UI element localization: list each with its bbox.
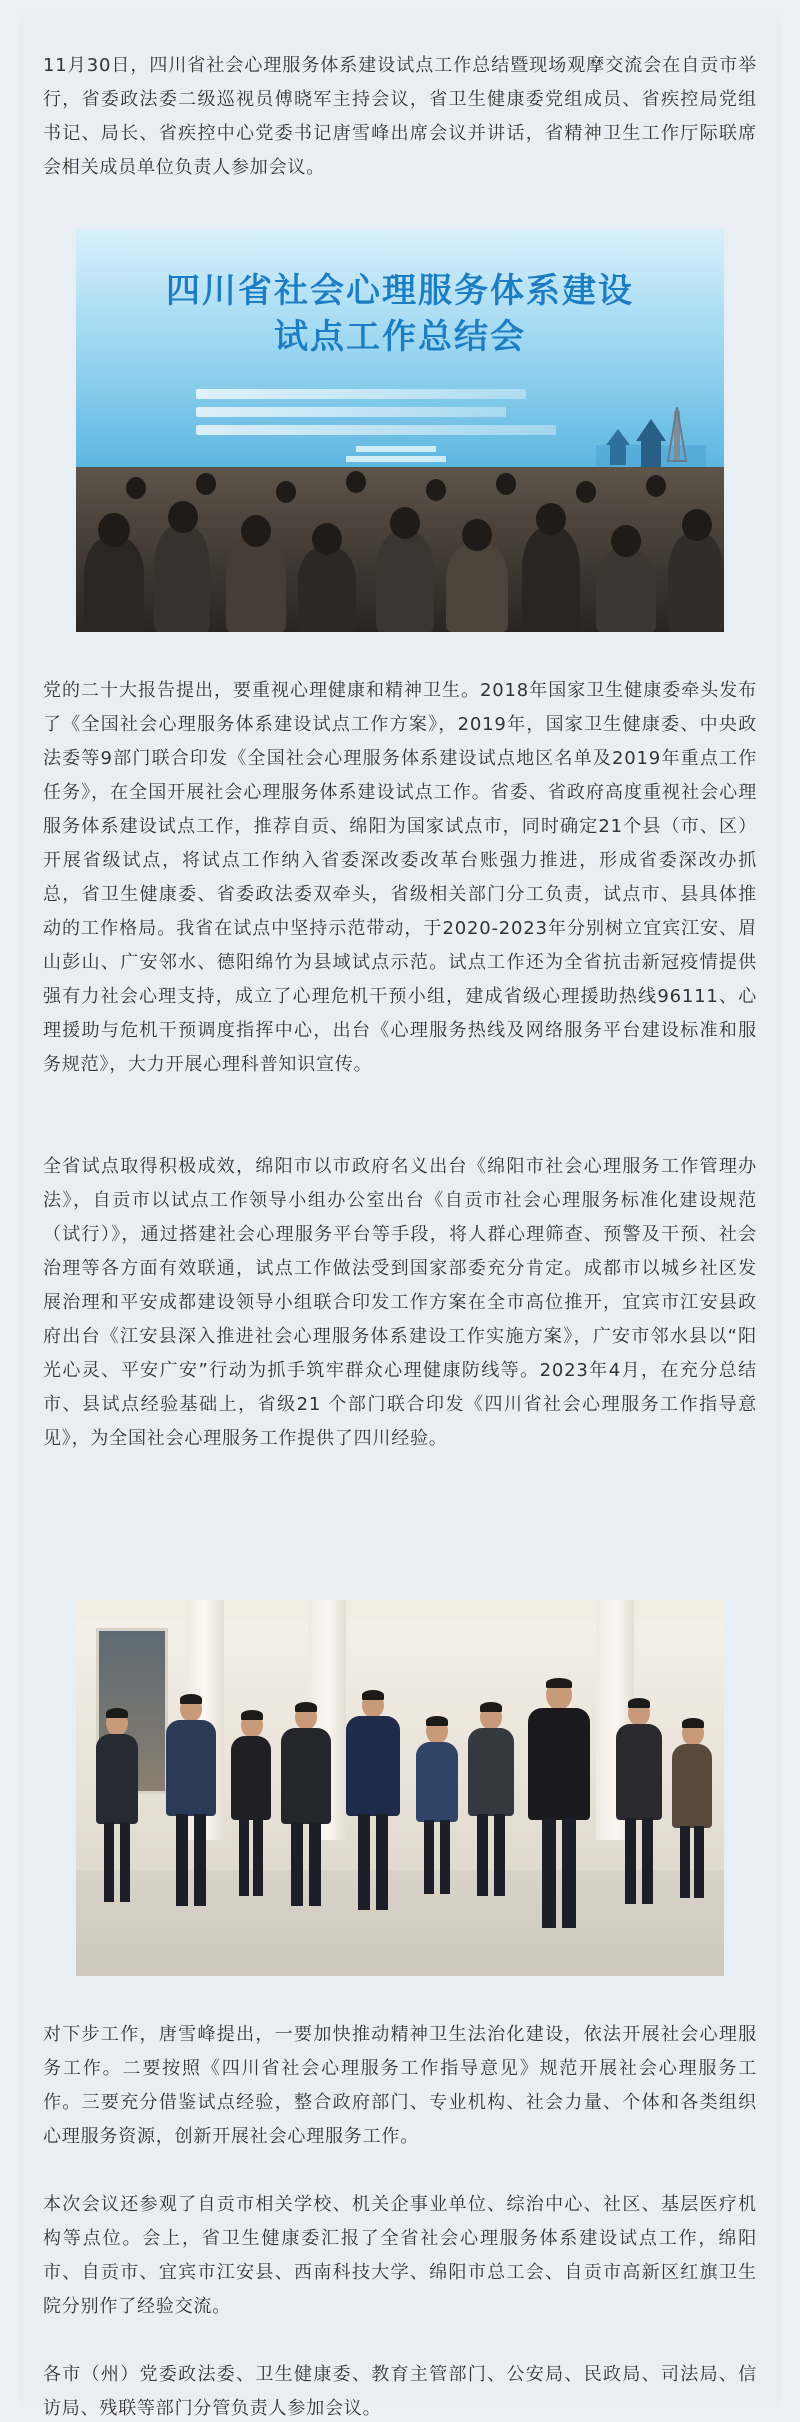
paragraph-next-steps: 对下步工作，唐雪峰提出，一要加快推动精神卫生法治化建设，依法开展社会心理服务工作。二要按照《四川省社会心理服务工作指导意见》规范开展社会心理服务工作。三要充分借鉴试点经验，整合政府部门、专业机构、社会力量、个体和各类组织心理服务资源，创新开展社会心理服务工作。	[43, 2024, 757, 2147]
paragraph-gap	[43, 1116, 757, 1150]
screen-title-line2: 试点工作总结会	[274, 317, 526, 357]
paragraph-gap	[43, 2324, 757, 2358]
screen-title-line1: 四川省社会心理服务体系建设	[166, 271, 634, 311]
screen-organizer-lines	[196, 389, 556, 443]
article-card	[19, 15, 781, 2419]
conference-screen	[76, 229, 724, 477]
conference-photo	[76, 229, 724, 632]
skyline-graphic	[596, 401, 706, 477]
site-visit-photo	[76, 1600, 724, 1976]
paragraph-intro: 11月30日，四川省社会心理服务体系建设试点工作总结暨现场观摩交流会在自贡市举行，省委政法委二级巡视员傅晓军主持会议，省卫生健康委党组成员、省疾控局党组书记、局长、省疾控中心党委书记唐雪峰出席会议并讲话，省精神卫生工作厅际联席会相关成员单位负责人参加会议。	[43, 55, 757, 178]
paragraph-achievements: 全省试点取得积极成效，绵阳市以市政府名义出台《绵阳市社会心理服务工作管理办法》，自贡市以试点工作领导小组办公室出台《自贡市社会心理服务标准化建设规范（试行）》，通过搭建社会心理服务平台等手段，将人群心理筛查、预警及干预、社会治理等各方面有效联通，试点工作做法受到国家部委充分肯定。成都市以城乡社区发展治理和平安成都建设领导小组联合印发工作方案在全市高位推开，宜宾市江安县政府出台《江安县深入推进社会心理服务体系建设工作实施方案》，广安市邻水县以“阳光心灵、平安广安”行动为抓手筑牢群众心理健康防线等。2023年4月，在充分总结市、县试点经验基础上，省级21 个部门联合印发《四川省社会心理服务工作指导意见》，为全国社会心理服务工作提供了四川经验。	[43, 1156, 757, 1449]
screen-date-block	[326, 444, 466, 464]
audience-rows	[76, 467, 724, 632]
paragraph-attendees: 各市（州）党委政法委、卫生健康委、教育主管部门、公安局、民政局、司法局、信访局、残联等部门分管负责人参加会议。	[43, 2364, 757, 2419]
paragraph-gap	[43, 2154, 757, 2188]
paragraph-background: 党的二十大报告提出，要重视心理健康和精神卫生。2018年国家卫生健康委牵头发布了《全国社会心理服务体系建设试点工作方案》，2019年，国家卫生健康委、中央政法委等9部门联合印发《全国社会心理服务体系建设试点地区名单及2019年重点工作任务》，在全国开展社会心理服务体系建设试点工作。省委、省政府高度重视社会心理服务体系建设试点工作，推荐自贡、绵阳为国家试点市，同时确定21个县（市、区）开展省级试点，将试点工作纳入省委深改委改革台账强力推进，形成省委深改办抓总，省卫生健康委、省委政法委双牵头，省级相关部门分工负责，试点市、县具体推动的工作格局。我省在试点中坚持示范带动，于2020-2023年分别树立宜宾江安、眉山彭山、广安邻水、德阳绵竹为县域试点示范。试点工作还为全省抗击新冠疫情提供强有力社会心理支持，成立了心理危机干预小组，建成省级心理援助热线96111、心理援助与危机干预调度指挥中心，出台《心理服务热线及网络服务平台建设标准和服务规范》，大力开展心理科普知识宣传。	[43, 680, 757, 1075]
paragraph-site-visits: 本次会议还参观了自贡市相关学校、机关企事业单位、综治中心、社区、基层医疗机构等点位。会上，省卫生健康委汇报了全省社会心理服务体系建设试点工作，绵阳市、自贡市、宜宾市江安县、西南科技大学、绵阳市总工会、自贡市高新区红旗卫生院分别作了经验交流。	[43, 2194, 757, 2317]
